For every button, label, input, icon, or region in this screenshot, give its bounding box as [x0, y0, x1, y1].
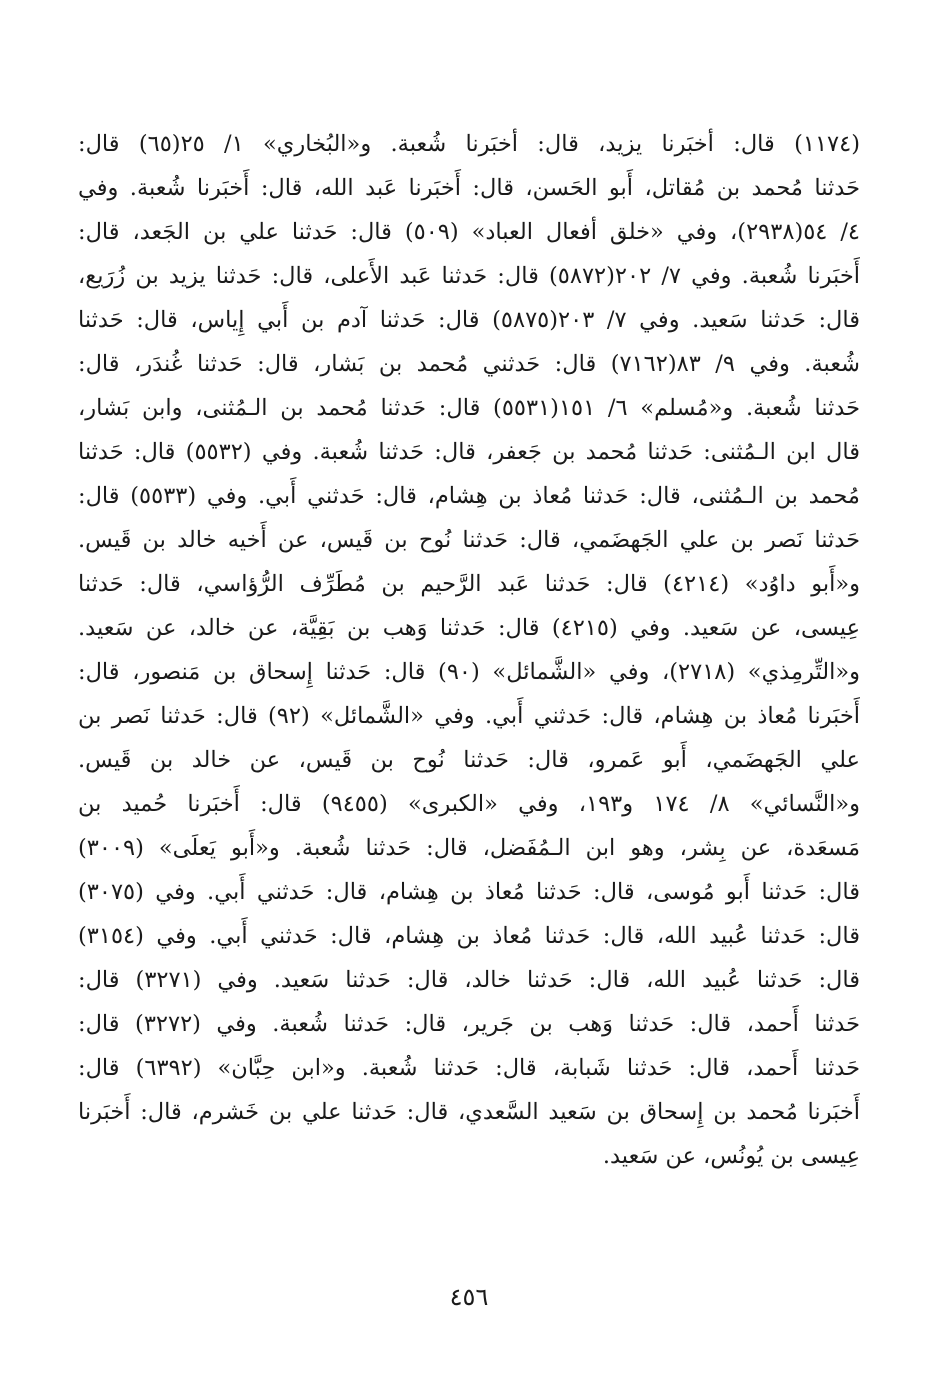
text-line: أَخبَرنا شُعبة. وفي ٧/ ٢٠٢(٥٨٧٢) قال: حَدثنا عَبد الأَعلى، قال: حَدثنا يزيد بن زُرَيع،: [78, 263, 860, 289]
text-line: ٤/ ٥٤(٢٩٣٨)، وفي «خلق أفعال العباد» (٥٠٩) قال: حَدثنا علي بن الجَعد، قال:: [78, 219, 860, 245]
hadith-takhrij-text: [78, 122, 860, 1178]
text-line: حَدثنا أَحمد، قال: حَدثنا شَبابة، قال: حَدثنا شُعبة. و«ابن حِبَّان» (٦٣٩٢) قال:: [78, 1055, 860, 1081]
text-line: علي الجَهضَمي، أَبو عَمرو، قال: حَدثنا نُوح بن قَيس، عن خالد بن قَيس.: [78, 747, 860, 773]
text-line: قال: حَدثنا عُبيد الله، قال: حَدثنا مُعاذ بن هِشام، قال: حَدثني أَبي. وفي (٣١٥٤): [78, 923, 860, 949]
page-number: ٤٥٦: [449, 1283, 489, 1311]
text-line: قال: حَدثنا عُبيد الله، قال: حَدثنا خالد، قال: حَدثنا سَعيد. وفي (٣٢٧١) قال:: [78, 967, 860, 993]
text-line: أَخبَرنا مُحمد بن إِسحاق بن سَعيد السَّعدي، قال: حَدثنا علي بن خَشرم، قال: أَخبَرنا: [78, 1099, 860, 1125]
text-line: حَدثنا نَصر بن علي الجَهضَمي، قال: حَدثنا نُوح بن قَيس، عن أَخيه خالد بن قَيس.: [78, 527, 860, 553]
text-line-last: عِيسى بن يُونُس، عن سَعيد.: [602, 1143, 860, 1169]
text-line: مَسعَدة، عن بِشر، وهو ابن الـمُفَضل، قال: حَدثنا شُعبة. و«أَبو يَعلَى» (٣٠٠٩): [78, 835, 860, 861]
text-line: مُحمد بن الـمُثنى، قال: حَدثنا مُعاذ بن هِشام، قال: حَدثني أَبي. وفي (٥٥٣٣) قال:: [78, 483, 860, 509]
text-line: حَدثنا شُعبة. و«مُسلم» ٦/ ١٥١(٥٥٣١) قال: حَدثنا مُحمد بن الـمُثنى، وابن بَشار،: [78, 395, 860, 421]
text-line: حَدثنا مُحمد بن مُقاتل، أَبو الحَسن، قال: أَخبَرنا عَبد الله، قال: أَخبَرنا شُعبة. وفي: [78, 175, 860, 201]
text-line: و«النَّسائي» ٨/ ١٧٤ و١٩٣، وفي «الكبرى» (٩٤٥٥) قال: أَخبَرنا حُميد بن: [78, 791, 860, 817]
text-line: أَخبَرنا مُعاذ بن هِشام، قال: حَدثني أَبي. وفي «الشَّمائل» (٩٢) قال: حَدثنا نَصر بن: [78, 703, 860, 729]
text-line: شُعبة. وفي ٩/ ٨٣(٧١٦٢) قال: حَدثني مُحمد بن بَشار، قال: حَدثنا غُندَر، قال:: [78, 351, 860, 377]
text-line: و«أَبو داوُد» (٤٢١٤) قال: حَدثنا عَبد الرَّحيم بن مُطَرِّف الرُّؤاسي، قال: حَدثنا: [78, 571, 860, 597]
text-line: حَدثنا أَحمد، قال: حَدثنا وَهب بن جَرير، قال: حَدثنا شُعبة. وفي (٣٢٧٢) قال:: [78, 1011, 860, 1037]
text-line: قال: حَدثنا سَعيد. وفي ٧/ ٢٠٣(٥٨٧٥) قال: حَدثنا آدم بن أَبي إِياس، قال: حَدثنا: [78, 307, 860, 333]
text-line: (١١٧٤) قال: أخبَرنا يزيد، قال: أخبَرنا شُعبة. و«البُخاري» ١/ ٢٥(٦٥) قال:: [78, 131, 860, 157]
text-line: عِيسى، عن سَعيد. وفي (٤٢١٥) قال: حَدثنا وَهب بن بَقِيَّة، عن خالد، عن سَعيد.: [78, 615, 860, 641]
text-line: قال: حَدثنا أَبو مُوسى، قال: حَدثنا مُعاذ بن هِشام، قال: حَدثني أَبي. وفي (٣٠٧٥): [78, 879, 860, 905]
text-line: و«التِّرمِذي» (٢٧١٨)، وفي «الشَّمائل» (٩٠) قال: حَدثنا إِسحاق بن مَنصور، قال:: [78, 659, 860, 685]
text-line: قال ابن الـمُثنى: حَدثنا مُحمد بن جَعفر، قال: حَدثنا شُعبة. وفي (٥٥٣٢) قال: حَدثنا: [78, 439, 860, 465]
